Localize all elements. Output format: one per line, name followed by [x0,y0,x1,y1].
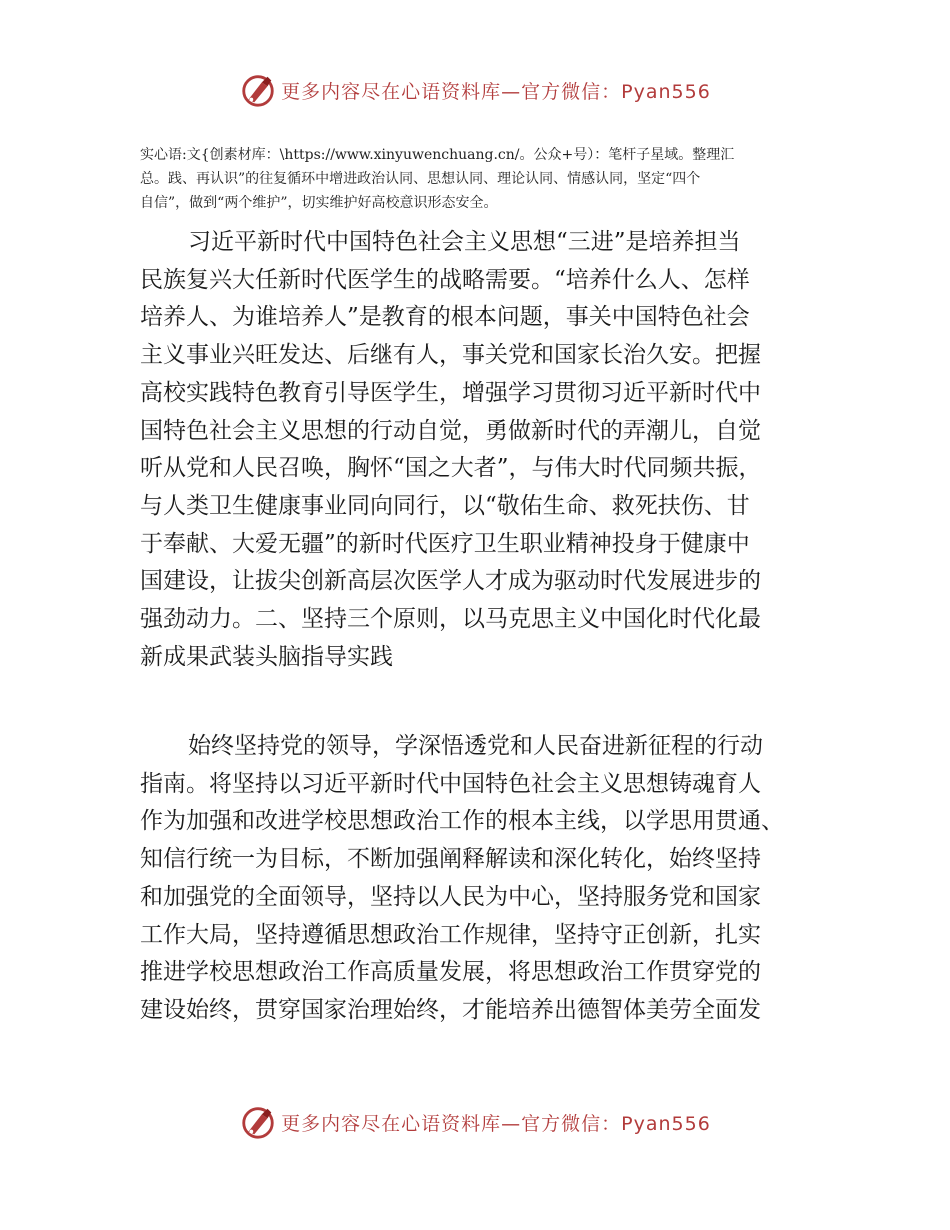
header-note [140,143,820,215]
paragraph-line: 于奉献、大爱无疆”的新时代医疗卫生职业精神投身于健康中 [140,530,750,557]
banner-text: 更多内容尽在心语资料库—官方微信：Pyan556 [281,80,711,103]
paragraph-line: 与人类卫生健康事业同向同行，以“敬佑生命、救死扶伤、甘 [140,492,750,519]
header-note-line: 实心语:文{创素材库：\https://www.xinyuwenchuang.cn/。公众+号）：笔杆子星域。整理汇 [140,147,735,163]
paragraph-line: 作为加强和改进学校思想政治工作的根本主线，以学思用贯通、 [140,808,784,835]
paragraph-line: 推进学校思想政治工作高质量发展，将思想政治工作贯穿党的 [140,959,761,986]
paragraph-line: 始终坚持党的领导，学深悟透党和人民奋进新征程的行动 [188,733,763,759]
paragraph-line: 新成果武装头脑指导实践 [140,643,393,670]
paragraph-1 [140,224,820,676]
paragraph-line: 习近平新时代中国特色社会主义思想“三进”是培养担当 [188,229,741,255]
footer-banner [0,1100,950,1144]
paragraph-line: 高校实践特色教育引导医学生，增强学习贯彻习近平新时代中 [140,379,761,406]
paragraph-line: 培养人、为谁培养人”是教育的根本问题，事关中国特色社会 [140,304,750,331]
header-banner [0,68,950,112]
paragraph-line: 强劲动力。二、坚持三个原则，以马克思主义中国化时代化最 [140,606,761,633]
paragraph-2 [140,728,820,1030]
paragraph-line: 和加强党的全面领导，坚持以人民为中心，坚持服务党和国家 [140,883,761,910]
header-note-line: 自信”，做到“两个维护”，切实维护好高校意识形态安全。 [140,195,498,211]
banner-text: 更多内容尽在心语资料库—官方微信：Pyan556 [281,1112,711,1135]
pen-nib-logo-icon [239,1103,277,1141]
paragraph-line: 建设始终，贯穿国家治理始终，才能培养出德智体美劳全面发 [140,996,761,1023]
paragraph-line: 工作大局，坚持遵循思想政治工作规律，坚持守正创新，扎实 [140,921,761,948]
paragraph-line: 主义事业兴旺发达、后继有人，事关党和国家长治久安。把握 [140,342,761,369]
paragraph-line: 国建设，让拔尖创新高层次医学人才成为驱动时代发展进步的 [140,568,761,595]
header-note-line: 总。践、再认识”的往复循环中增进政治认同、思想认同、理论认同、情感认同，坚定“四个 [140,171,701,187]
paragraph-line: 民族复兴大任新时代医学生的战略需要。“培养什么人、怎样 [140,266,750,293]
paragraph-line: 国特色社会主义思想的行动自觉，勇做新时代的弄潮儿，自觉 [140,417,761,444]
paragraph-line: 听从党和人民召唤，胸怀“国之大者”，与伟大时代同频共振， [140,455,762,482]
paragraph-line: 指南。将坚持以习近平新时代中国特色社会主义思想铸魂育人 [140,770,761,797]
pen-nib-logo-icon [239,71,277,109]
paragraph-line: 知信行统一为目标，不断加强阐释解读和深化转化，始终坚持 [140,846,761,873]
